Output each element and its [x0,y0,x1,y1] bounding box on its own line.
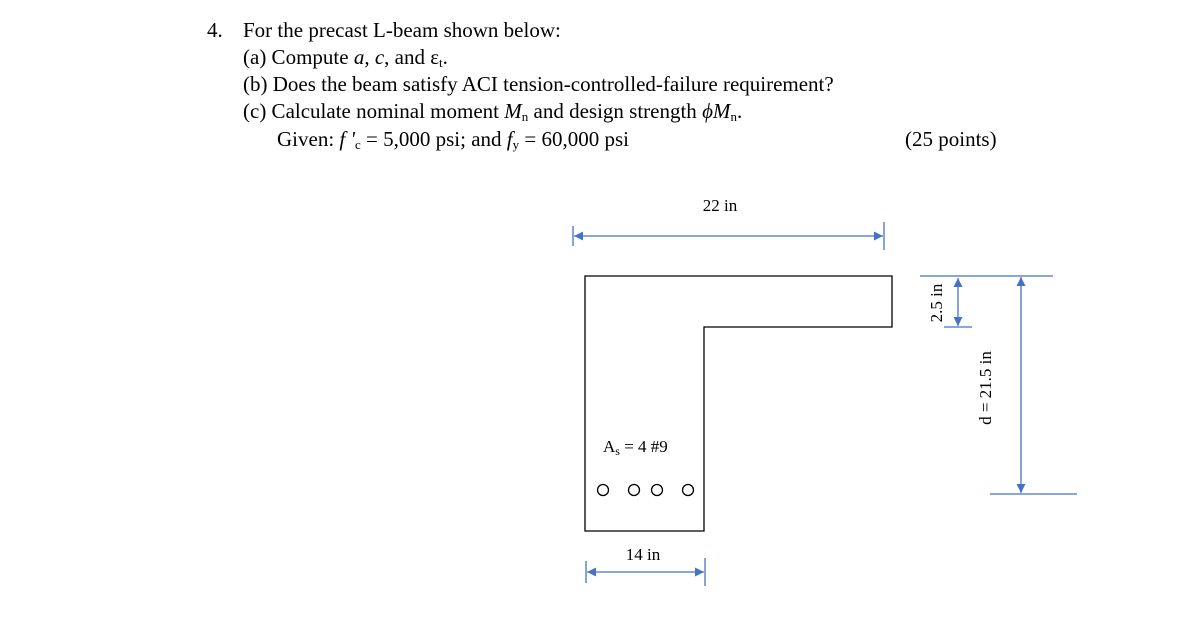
rebar-1 [598,485,609,496]
var-a: a [353,45,365,69]
phi-mn-sub: n [730,109,737,124]
fy-value: = 60,000 psi [519,127,629,151]
rebar-3 [652,485,663,496]
part-a-sep1: , [364,45,375,69]
var-epsilon: ε [430,45,440,69]
steel-label-sub: s [615,444,620,458]
steel-label-prefix: A [603,437,616,456]
part-b: (b) Does the beam satisfy ACI tension-controlled-failure requirement? [243,72,834,96]
part-a-sep2: , and [384,45,431,69]
given-prefix: Given: [277,127,340,151]
part-c-mid: and design strength [528,99,703,123]
rebar-4 [683,485,694,496]
problem-stem: For the precast L-beam shown below: [243,18,561,42]
part-c-suffix: . [736,99,743,123]
steel-area-label [603,437,668,458]
steel-label-suffix: = 4 #9 [619,437,668,456]
web-width-label: 14 in [625,545,661,564]
epsilon-sub: t [439,55,443,70]
top-width-label: 22 in [702,196,738,215]
flange-depth-label: 2.5 in [927,283,946,323]
part-a-suffix: . [442,45,448,69]
rebar-2 [629,485,640,496]
fy-sub: y [512,137,520,152]
fc-value: = 5,000 psi; and [360,127,507,151]
var-phi-mn: ϕM [702,99,731,123]
mn-sub: n [521,109,529,124]
part-c-prefix: (c) Calculate nominal moment [243,99,505,123]
fc-sub: c [354,137,361,152]
points-label: (25 points) [905,127,997,151]
var-fc: f ' [339,127,355,151]
var-mn: M [504,99,522,123]
problem-number: 4. [207,18,223,42]
effective-depth-label: d = 21.5 in [976,351,995,425]
var-c: c [374,45,385,69]
var-fy: f [506,127,513,151]
beam-outline [585,276,892,531]
part-a-prefix: (a) Compute [243,45,354,69]
